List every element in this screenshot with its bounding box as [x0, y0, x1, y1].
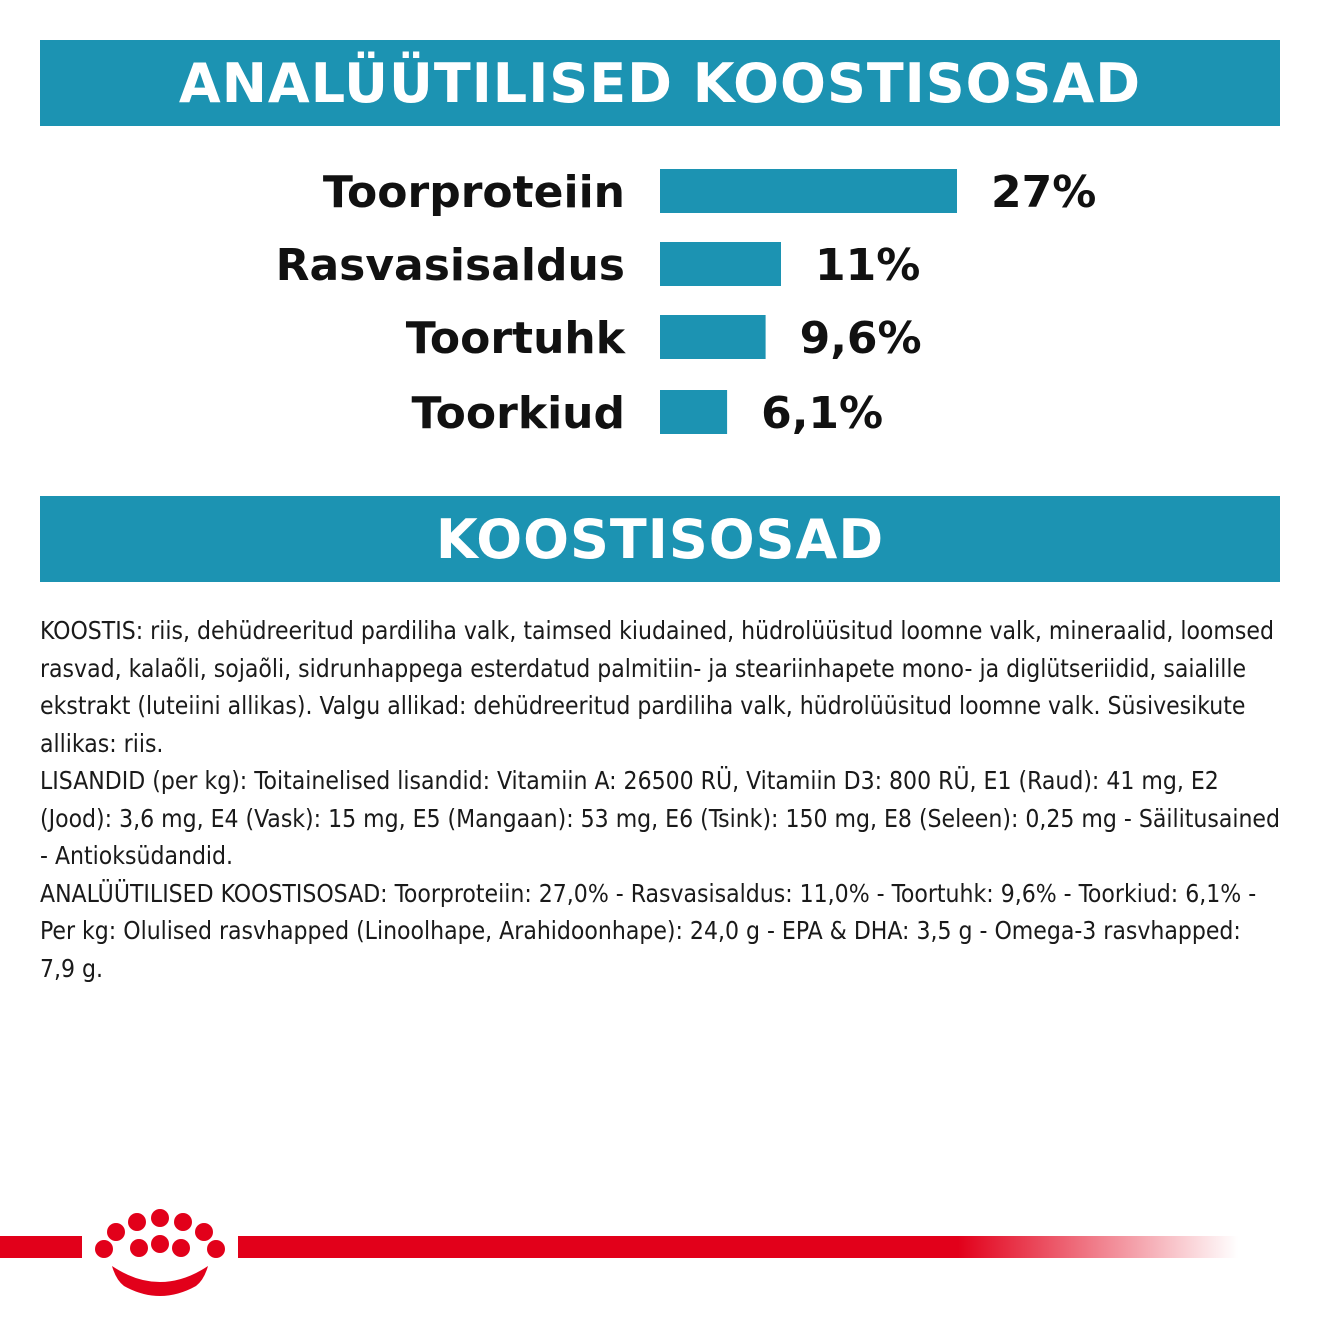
analytic-banner — [40, 40, 1280, 126]
ingredients-banner-title: KOOSTISOSAD — [435, 507, 885, 571]
category-label: Rasvasisaldus — [275, 240, 625, 291]
nutrient-bar-chart — [0, 150, 1320, 450]
ingredients-banner — [40, 496, 1280, 582]
bar — [660, 315, 766, 359]
category-label: Toorproteiin — [322, 167, 625, 218]
footer-line-left — [0, 1236, 82, 1258]
value-label: 11% — [815, 240, 921, 291]
analytic-banner-title: ANALÜÜTILISED KOOSTISOSAD — [178, 51, 1142, 115]
category-label: Toortuhk — [405, 313, 625, 364]
bar — [660, 242, 781, 286]
composition-text: KOOSTIS: riis, dehüdreeritud pardiliha valk, taimsed kiudained, hüdrolüüsitud loomne valk, mineraalid, loomsed rasvad, kalaõli, sojaõli, sidrunhappega esterdatud palmitiin- ja steariinhapete mono- ja diglütseriidid, saialille ekstrakt (luteiini allikas). Valgu allikad: dehüdreeritud pardiliha valk, hüdrolüüsitud loomne valk. Süsivesikute allikas: riis. LISANDID (per kg): Toitainelised lisandid: Vitamiin A: 26500 RÜ, Vitamiin D3: 800 RÜ, E1 (Raud): 41 mg, E2 (Jood): 3,6 mg, E4 (Vask): 15 mg, E5 (Mangaan): 53 mg, E6 (Tsink): 150 mg, E8 (Seleen): 0,25 mg - Säilitusained - Antioksüdandid. ANALÜÜTILISED KOOSTISOSAD: Toorproteiin: 27,0% - Rasvasisaldus: 11,0% - Toortuhk: 9,6% - Toorkiud: 6,1% - Per kg: Olulised rasvhapped (Linoolhape, Arahidoonhape): 24,0 g - EPA & DHA: 3,5 g - Omega-3 rasvhapped: 7,9 g. — [40, 616, 1280, 983]
footer-line-right — [238, 1236, 1238, 1258]
bar — [660, 169, 957, 213]
bar — [660, 390, 727, 434]
crown-logo-icon — [95, 1209, 225, 1296]
value-label: 9,6% — [799, 313, 922, 364]
footer-brand-strip — [0, 1200, 1320, 1310]
value-label: 6,1% — [761, 388, 884, 439]
value-label: 27% — [991, 167, 1097, 218]
category-label: Toorkiud — [411, 388, 625, 439]
